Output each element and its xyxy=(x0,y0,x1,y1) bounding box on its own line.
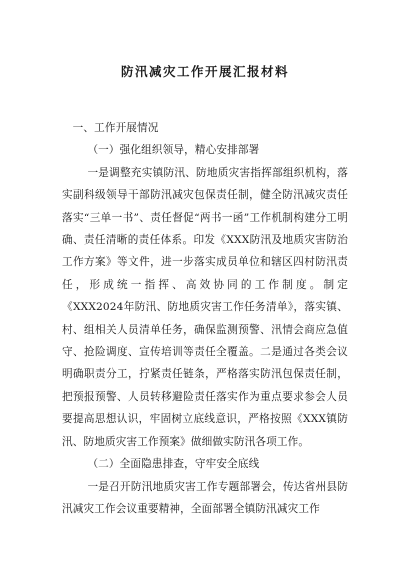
body-paragraph: 一是调整充实镇防汛、防地质灾害指挥部组织机构，落实副科级领导干部防汛减灾包保责任制，健全防汛减灾责任落实“三单一书”、责任督促“两书一函”工作机制构建分工明确、责任清晰的责任体系。印发《XXX防汛及地质灾害防治工作方案》等文件，进一步落实成员单位和辖区四村防汛责任，形成统一指挥、高效协同的工作制度。制定《XXX2024年防汛、防地质灾害工作任务清单》，落实镇、村、组相关人员清单任务，确保监测预警、汛情会商应急值守、抢险调度、宣传培训等责任全覆盖。二是通过各类会议明确职责分工，拧紧责任链条，严格落实防汛包保责任制，把预报预警、人员转移避险责任落实作为重点要求参会人员要提高思想认识，牢固树立底线意识，严格按照《XXX镇防汛、防地质灾害工作预案》做细做实防汛各项工作。 xyxy=(62,166,348,448)
subsection-heading: （二）全面隐患排查，守牢安全底线 xyxy=(87,458,260,471)
body-paragraph: 一是召开防汛地质灾害工作专题部署会，传达省州县防汛减灾工作会议重要精神，全面部署全镇防汛减灾工作 xyxy=(62,480,348,515)
document-title: 防汛减灾工作开展汇报材料 xyxy=(120,64,289,79)
subsection-heading: （一）强化组织领导，精心安排部署 xyxy=(87,144,260,157)
document-body xyxy=(62,117,348,520)
section-heading: 一、工作开展情况 xyxy=(72,122,159,134)
